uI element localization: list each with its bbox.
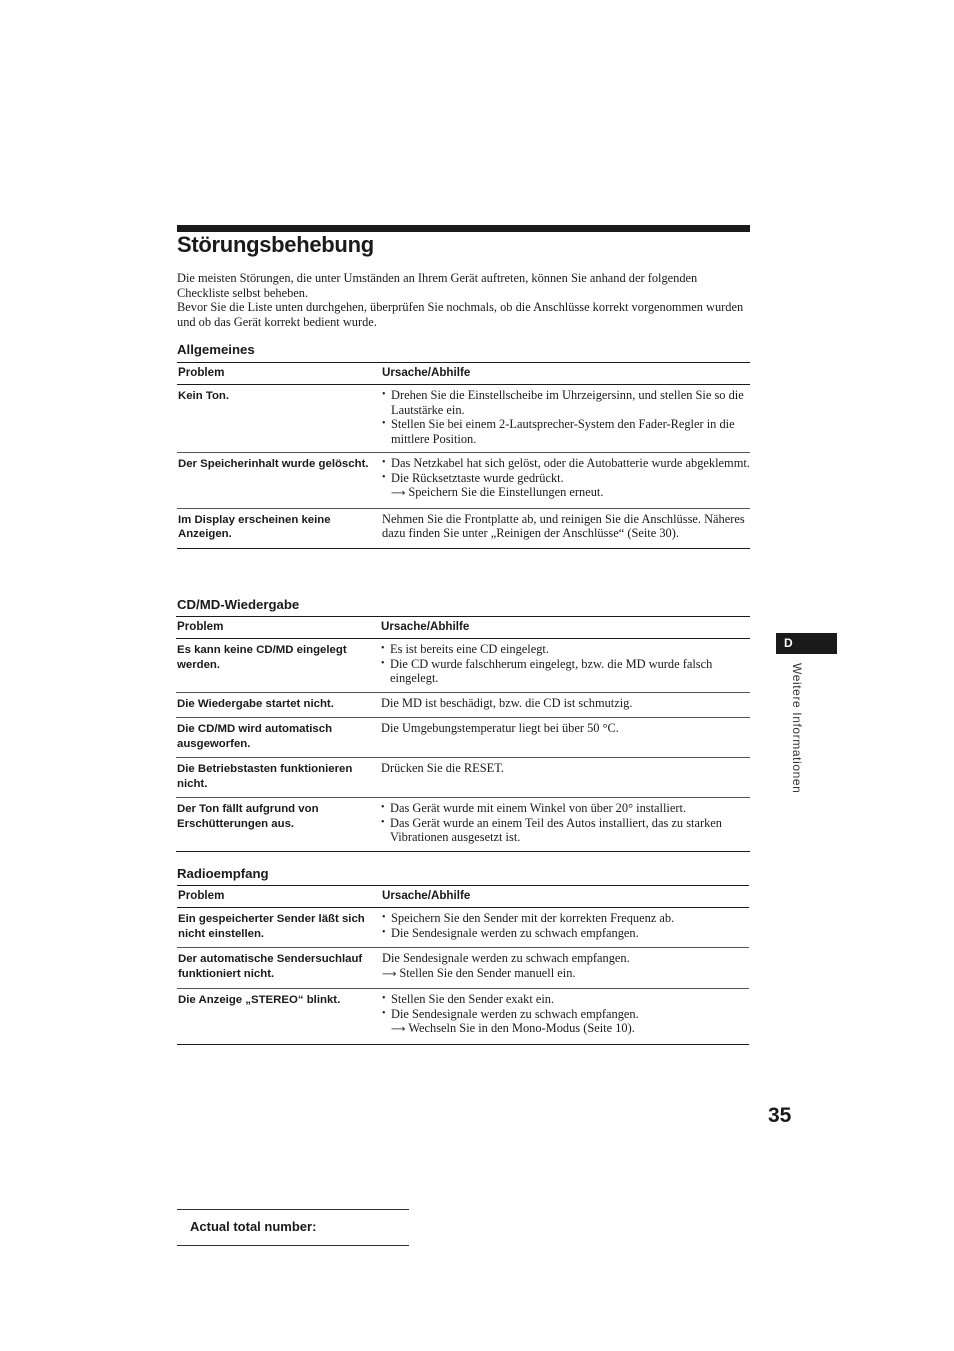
problem-cell: Die Anzeige „STEREO“ blinkt. <box>178 994 341 1007</box>
bullet-icon: • <box>382 926 386 938</box>
bullet-item: • Die CD wurde falschherum eingelegt, bzw. die MD wurde falsch eingelegt. <box>381 656 713 685</box>
bullet-icon: • <box>381 802 385 814</box>
arrow-item: ⟶ Wechseln Sie in den Mono-Modus (Seite 10). <box>391 1021 635 1036</box>
header-cause: Ursache/Abhilfe <box>382 366 471 379</box>
bullet-item: • Speichern Sie den Sender mit der korrekten Frequenz ab. <box>382 911 675 925</box>
problem-cell: Im Display erscheinen keine Anzeigen. <box>178 513 331 541</box>
table-row <box>176 798 750 852</box>
cause-cell: Die Umgebungstemperatur liegt bei über 50 °C. <box>381 721 619 736</box>
problem-cell: Kein Ton. <box>178 390 230 402</box>
problem-cell: Der Speicherinhalt wurde gelöscht. <box>178 458 369 470</box>
bullet-item: • Die Sendesignale werden zu schwach empfangen. <box>382 1006 639 1021</box>
footer-box <box>177 1209 409 1246</box>
bullet-item: • Das Gerät wurde mit einem Winkel von über 20° installiert. <box>381 801 687 816</box>
cause-cell <box>382 948 749 988</box>
table-row <box>177 989 749 1045</box>
table-header <box>177 885 749 908</box>
table-row <box>176 639 750 693</box>
bullet-icon: • <box>382 418 386 429</box>
cause-cell <box>382 453 750 508</box>
bullet-icon: • <box>382 993 386 1005</box>
table-row <box>176 758 750 798</box>
cause-cell <box>381 639 750 692</box>
bullet-item: • Stellen Sie bei einem 2-Lautsprecher-System den Fader-Regler in die mittlere Position. <box>382 417 735 446</box>
cause-cell <box>382 908 749 947</box>
table-radio <box>177 885 749 1045</box>
table-allgemeines <box>177 362 750 549</box>
arrow-right-icon: ⟶ <box>391 488 406 499</box>
arrow-right-icon: ⟶ <box>391 1024 406 1036</box>
page-number: 35 <box>768 1104 792 1127</box>
section-title-cd-md: CD/MD-Wiedergabe <box>177 597 300 612</box>
problem-cell: Ein gespeicherter Sender läßt sich nicht einstellen. <box>178 913 365 940</box>
header-problem: Problem <box>177 620 224 633</box>
problem-cell: Die Betriebstasten funktionieren nicht. <box>177 763 353 790</box>
problem-cell: Der automatische Sendersuchlauf funktioniert nicht. <box>178 953 363 980</box>
arrow-item: ⟶ Speichern Sie die Einstellungen erneut. <box>391 485 604 499</box>
bullet-icon: • <box>381 643 385 654</box>
page-title: Störungsbehebung <box>177 232 374 257</box>
cause-cell: Die MD ist beschädigt, bzw. die CD ist schmutzig. <box>381 695 633 710</box>
table-header <box>177 362 750 385</box>
table-row <box>177 385 750 453</box>
side-caption: Weitere Informationen <box>790 663 804 794</box>
table-cd-md <box>176 616 750 852</box>
bullet-item: • Die Rücksetztaste wurde gedrückt. <box>382 470 564 485</box>
table-row <box>176 693 750 719</box>
bullet-item: • Drehen Sie die Einstellscheibe im Uhrzeigersinn, und stellen Sie so die Lautstärke ein. <box>382 388 744 417</box>
table-row <box>177 948 749 989</box>
header-problem: Problem <box>178 366 225 379</box>
cause-cell: Drücken Sie die RESET. <box>381 761 504 776</box>
header-problem: Problem <box>178 889 225 902</box>
intro-paragraph: Die meisten Störungen, die unter Umständen an Ihrem Gerät auftreten, können Sie anhand der folgenden Checkliste selbst beheben. <box>177 271 698 300</box>
cause-cell <box>382 989 749 1044</box>
problem-cell: Die Wiedergabe startet nicht. <box>177 697 334 710</box>
problem-cell: Es kann keine CD/MD eingelegt werden. <box>177 644 347 671</box>
bullet-icon: • <box>382 1007 386 1019</box>
title-rule <box>177 225 750 232</box>
bullet-item: • Die Sendesignale werden zu schwach empfangen. <box>382 925 639 940</box>
bullet-icon: • <box>381 657 385 669</box>
header-cause: Ursache/Abhilfe <box>381 620 470 633</box>
header-cause: Ursache/Abhilfe <box>382 889 471 902</box>
bullet-item: • Das Netzkabel hat sich gelöst, oder die Autobatterie wurde abgeklemmt. <box>382 456 750 470</box>
arrow-item: ⟶ Stellen Sie den Sender manuell ein. <box>382 965 576 980</box>
cause-cell <box>381 798 750 851</box>
footer-label: Actual total number: <box>190 1219 317 1234</box>
bullet-icon: • <box>382 389 386 400</box>
arrow-right-icon: ⟶ <box>382 968 397 980</box>
bullet-item: • Das Gerät wurde an einem Teil des Autos installiert, das zu starken Vibrationen ausgesetzt ist. <box>381 815 722 845</box>
problem-cell: Die CD/MD wird automatisch ausgeworfen. <box>177 723 333 750</box>
bullet-item: • Stellen Sie den Sender exakt ein. <box>382 992 555 1007</box>
problem-cell: Der Ton fällt aufgrund von Erschütterungen aus. <box>177 803 319 831</box>
section-tab: D <box>776 633 837 654</box>
table-header <box>176 616 750 639</box>
bullet-icon: • <box>382 457 386 468</box>
table-row <box>176 718 750 758</box>
intro-paragraph: Bevor Sie die Liste unten durchgehen, überprüfen Sie nochmals, ob die Anschlüsse korrekt vorgenommen wurden und ob das Gerät korrekt bedient wurde. <box>177 300 744 329</box>
section-title-radio: Radioempfang <box>177 866 269 881</box>
cause-cell: Nehmen Sie die Frontplatte ab, und reinigen Sie die Anschlüsse. Näheres dazu finden Sie unter „Reinigen der Anschlüsse“ (Seite 30). <box>382 511 745 540</box>
bullet-icon: • <box>382 471 386 483</box>
table-row <box>177 509 750 549</box>
bullet-item: • Es ist bereits eine CD eingelegt. <box>381 642 549 656</box>
table-row <box>177 908 749 948</box>
bullet-icon: • <box>381 816 385 828</box>
cause-cell <box>382 385 750 452</box>
intro-text <box>177 271 752 329</box>
section-title-allgemeines: Allgemeines <box>177 342 255 357</box>
cause-text: Die Sendesignale werden zu schwach empfangen. <box>382 951 630 966</box>
bullet-icon: • <box>382 912 386 923</box>
table-row <box>177 453 750 509</box>
